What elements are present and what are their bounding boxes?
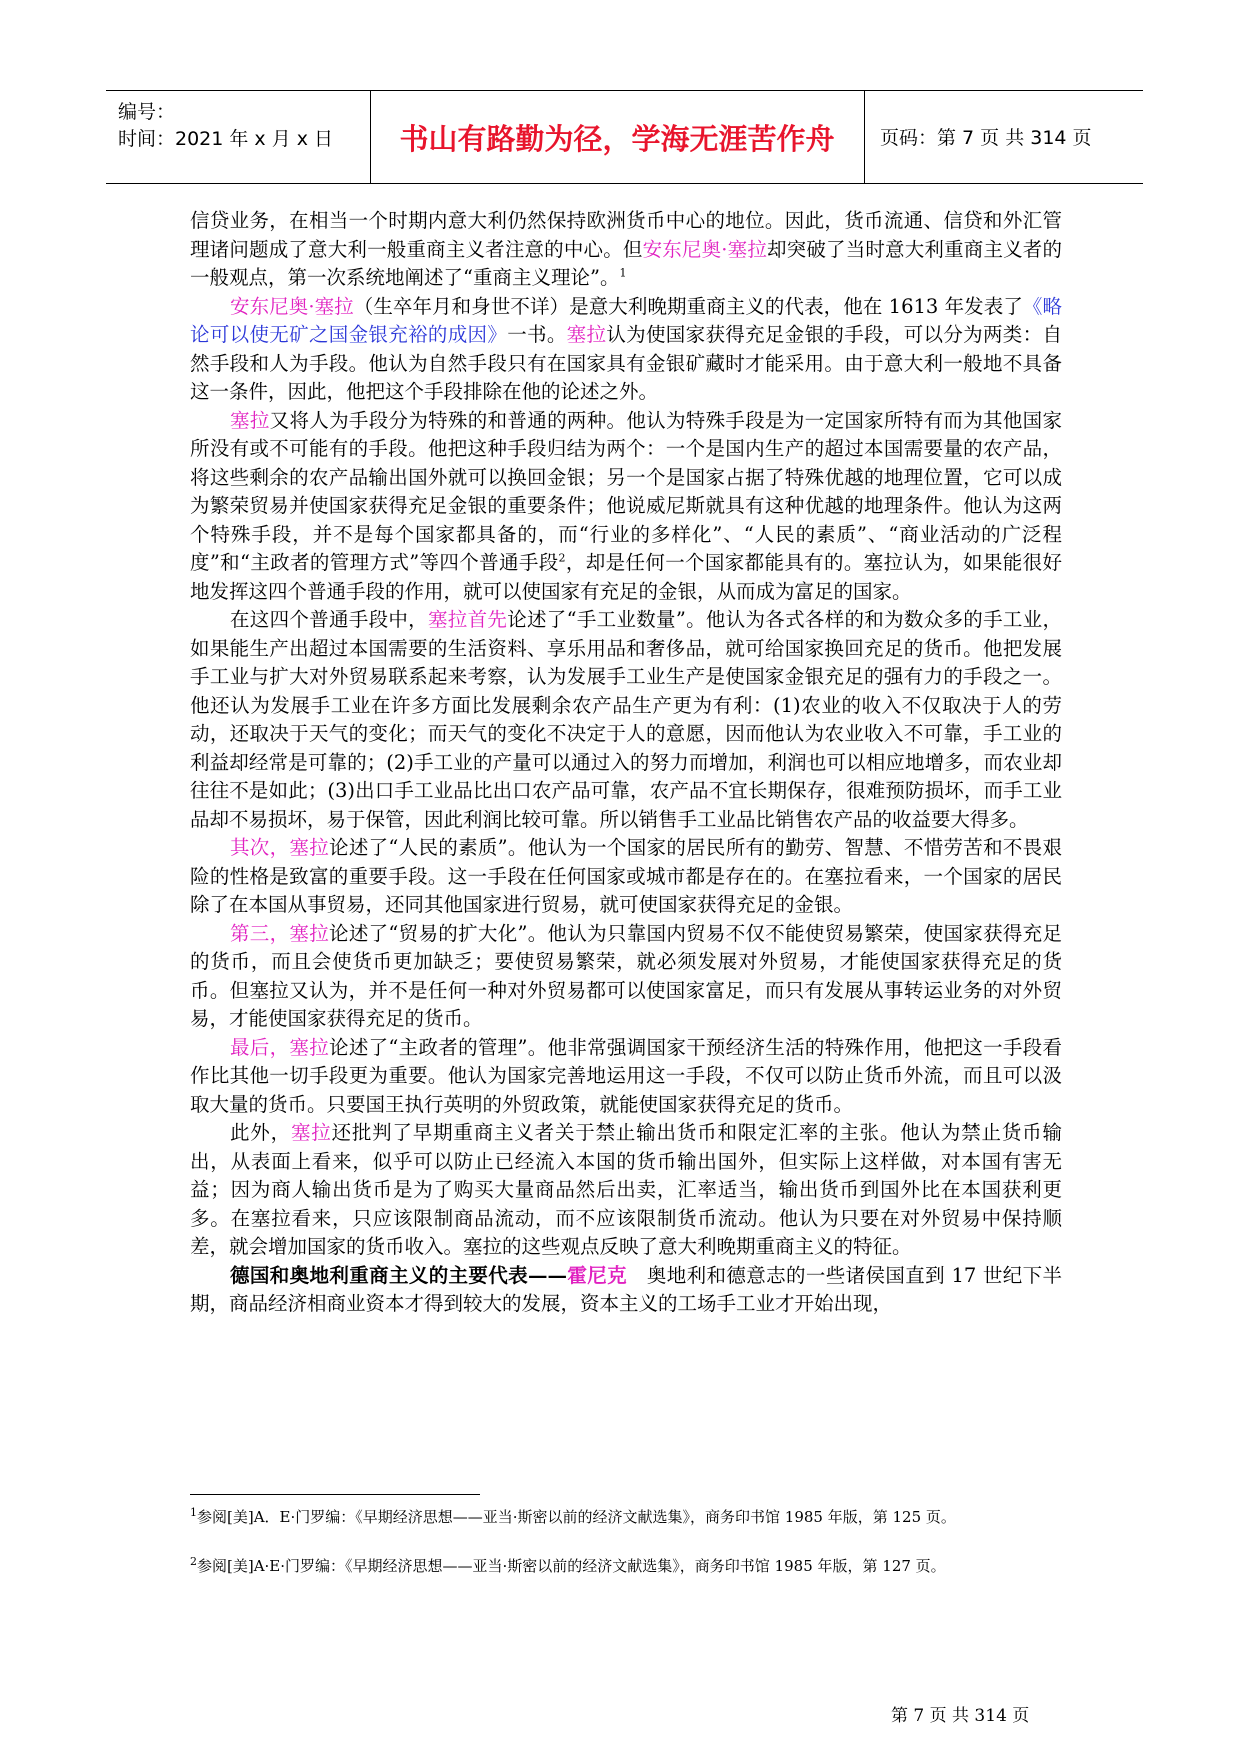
book-title-link[interactable]: 《略论可以使无矿之国金银充裕的成因》	[190, 294, 1062, 346]
person-name: 塞拉	[289, 836, 330, 859]
text-run: 论述了“人民的素质”。他认为一个国家的居民所有的勤劳、智慧、不惜劳苦和不畏艰险的性格是致富的重要手段。这一手段在任何国家或城市都是存在的。在塞拉看来，一个国家的居民除了在本国从事贸易，还同其他国家进行贸易，就可使国家获得充足的金银。	[190, 836, 1062, 916]
paragraph-1	[190, 207, 1062, 293]
text-run: （生卒年月和身世不详）是意大利晚期重商主义的代表，他在 1613 年发表了	[353, 294, 1023, 318]
person-name: 塞拉首先	[427, 608, 508, 631]
paragraph-2	[190, 293, 1062, 407]
text-run: 还批判了早期重商主义者关于禁止输出货币和限定汇率的主张。他认为禁止货币输出，从表面上看来，似乎可以防止已经流入本国的货币输出国外，但实际上这样做，对本国有害无益；因为商人输出货币是为了购买大量商品然后出卖，汇率适当，输出货币到国外比在本国获利更多。在塞拉看来，只应该限制商品流动，而不应该限制货币流动。他认为只要在对外贸易中保持顺差，就会增加国家的货币收入。塞拉的这些观点反映了意大利晚期重商主义的特征。	[190, 1121, 1062, 1258]
text-run: 又将人为手段分为特殊的和普通的两种。他认为特殊手段是为一定国家所特有而为其他国家所没有或不可能有的手段。他把这种手段归结为两个：一个是国内生产的超过本国需要量的农产品，将这些剩余的农产品输出国外就可以换回金银；另一个是国家占据了特殊优越的地理位置，它可以成为繁荣贸易并使国家获得充足金银的重要条件；他说威尼斯就具有这种优越的地理条件。他认为这两个特殊手段，并不是每个国家都具备的，而“行业的多样化”、“人民的素质”、“商业活动的广泛程度”和“主政者的管理方式”等四个普通手段	[190, 408, 1062, 574]
header-left-cell	[106, 91, 371, 183]
paragraph-5	[190, 834, 1062, 920]
paragraph-3	[190, 407, 1062, 607]
text-run: 在这四个普通手段中，	[230, 608, 428, 631]
paragraph-6	[190, 920, 1062, 1034]
footnote-1	[190, 1506, 1062, 1529]
person-name: 霍尼克	[567, 1263, 628, 1287]
page-footer: 第 7 页 共 314 页	[891, 1706, 1030, 1726]
person-name: 安东尼奥·塞拉	[230, 294, 354, 318]
header-right-cell	[864, 91, 1143, 183]
ordinal-marker: 其次，	[230, 836, 290, 859]
text-run: 论述了“主政者的管理”。他非常强调国家干预经济生活的特殊作用，他把这一手段看作比其他一切手段更为重要。他认为国家完善地运用这一手段，不仅可以防止货币外流，而且可以汲取大量的货币。只要国王执行英明的外贸政策，就能使国家获得充足的货币。	[190, 1035, 1062, 1116]
section-heading: 德国和奥地利重商主义的主要代表——	[230, 1263, 568, 1287]
person-name: 塞拉	[290, 1121, 332, 1144]
text-run: 论述了“手工业数量”。他认为各式各样的和为数众多的手工业，如果能生产出超过本国需要的生活资料、享乐用品和奢侈品，就可给国家换回充足的货币。他把发展手工业与扩大对外贸易联系起来考察，认为发展手工业生产是使国家金银充足的强有力的手段之一。他还认为发展手工业在许多方面比发展剩余农产品生产更为有利：(1)农业的收入不仅取决于人的劳动，还取决于天气的变化；而天气的变化不决定于人的意愿，因而他认为农业收入不可靠，手工业的利益却经常是可靠的；(2)手工业的产量可以通过入的努力而增加，利润也可以相应地增多，而农业却往往不是如此；(3)出口手工业品比出口农产品可靠，农产品不宜长期保存，很难预防损坏，而手工业品却不易损坏，易于保管，因此利润比较可靠。所以销售手工业品比销售农产品的收益要大得多。	[190, 608, 1062, 831]
motto-title: 书山有路勤为径，学海无涯苦作舟	[399, 122, 835, 156]
document-body	[190, 207, 1062, 1319]
paragraph-9	[190, 1262, 1062, 1319]
footnote-text: 参阅[美]A．E·门罗编：《早期经济思想——亚当·斯密以前的经济文献选集》，商务印书馆 1985 年版，第 125 页。	[197, 1508, 956, 1526]
person-name: 塞拉	[289, 921, 330, 945]
footnote-text: 参阅[美]A·E·门罗编：《早期经济思想——亚当·斯密以前的经济文献选集》，商务印书馆 1985 年版，第 127 页。	[197, 1557, 946, 1575]
text-run: 论述了“贸易的扩大化”。他认为只靠国内贸易不仅不能使贸易繁荣，使国家获得充足的货币，而且会使货币更加缺乏；要使贸易繁荣，就必须发展对外贸易，才能使国家获得充足的货币。但塞拉又认为，并不是任何一种对外贸易都可以使国家富足，而只有发展从事转运业务的对外贸易，才能使国家获得充足的货币。	[190, 921, 1062, 1030]
header-middle-cell	[370, 91, 865, 183]
paragraph-8	[190, 1119, 1062, 1262]
footnote-ref-1[interactable]: 1	[619, 266, 627, 280]
footnote-2	[190, 1555, 1062, 1578]
footnote-mark: 1	[190, 1506, 197, 1519]
paragraph-4	[190, 606, 1062, 834]
footnote-mark: 2	[190, 1555, 197, 1568]
page-header	[106, 90, 1143, 184]
text-run: 奥地利和德意志的一些诸侯国直到 17 世纪下半期，商品经济相商业资本才得到较大的发展，资本主义的工场手工业才开始出现，	[190, 1263, 1062, 1315]
date-label: 时间：2021 年 x 月 x 日	[118, 128, 334, 150]
document-number-label: 编号：	[118, 101, 176, 123]
footnote-divider	[190, 1494, 480, 1495]
person-name: 塞拉	[566, 323, 607, 346]
text-run: 一书。	[507, 323, 567, 346]
paragraph-7	[190, 1034, 1062, 1120]
text-run: 此外，	[230, 1121, 291, 1144]
footnote-ref-2[interactable]: 2	[558, 551, 566, 565]
page-code: 页码：第 7 页 共 314 页	[880, 127, 1092, 149]
text-run: 信贷业务，在相当一个时期内意大利仍然保持欧洲货币中心的地位。因此，货币流通、信贷和外汇管理诸问题成了意大利一般重商主义者注意的中心。但	[190, 209, 1062, 261]
text-run: ，却是任何一个国家都能具有的。塞拉认为，如果能很好地发挥这四个普通手段的作用，就可以使国家有充足的金银，从而成为富足的国家。	[190, 551, 1062, 603]
ordinal-marker: 第三，	[230, 921, 290, 945]
person-name: 安东尼奥·塞拉	[642, 237, 767, 261]
ordinal-marker: 最后，	[230, 1035, 290, 1059]
text-run: 却突破了当时意大利重商主义者的一般观点，第一次系统地阐述了“重商主义理论”。	[190, 237, 1062, 289]
person-name: 塞拉	[230, 408, 270, 432]
text-run: 认为使国家获得充足金银的手段，可以分为两类：自然手段和人为手段。他认为自然手段只有在国家具有金银矿藏时才能采用。由于意大利一般地不具备这一条件，因此，他把这个手段排除在他的论述之外。	[190, 323, 1062, 403]
person-name: 塞拉	[289, 1035, 330, 1059]
